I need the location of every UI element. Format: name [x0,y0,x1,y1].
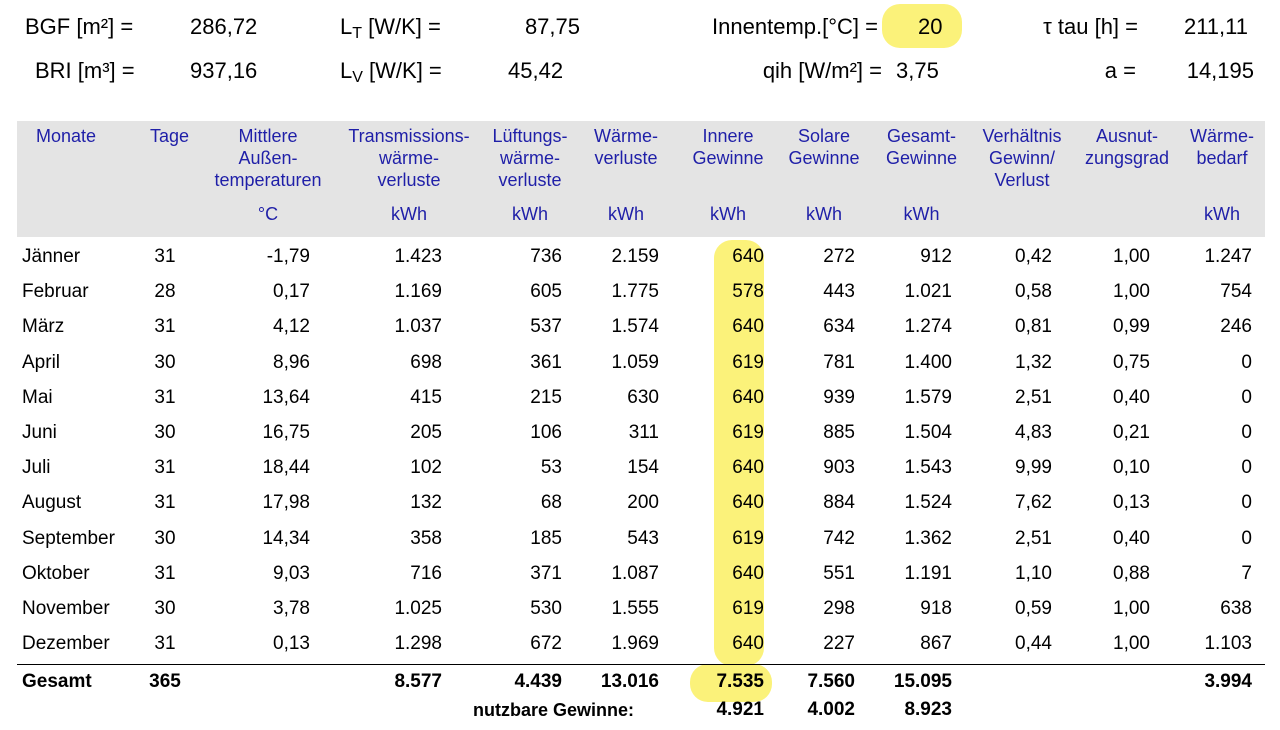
table-cell: 1.574 [611,316,659,338]
table-cell: 1,32 [1015,351,1052,373]
table-cell: 7.560 [807,671,855,692]
table-cell: 1.555 [611,598,659,619]
table-cell: 918 [920,598,952,619]
table-cell: 0,75 [1113,351,1150,373]
table-cell: 7.535 [716,671,764,692]
table-cell: 1,00 [1113,281,1150,303]
column-unit-3: kWh [391,204,427,224]
table-cell: 30 [154,422,176,443]
table-cell: 0 [1241,527,1252,549]
table-cell: 0,88 [1113,562,1150,584]
table-cell: 18,44 [262,457,310,479]
table-cell: 0 [1241,492,1252,514]
param-bgf-label: BGF [m²] = [25,14,134,39]
table-cell: 0,81 [1015,316,1052,338]
column-header-10: Ausnut- zungsgrad [1084,126,1170,168]
table-cell: 1.103 [1204,633,1252,655]
param-a-label: a = [1104,58,1136,83]
table-cell: 1.025 [394,598,442,619]
table-cell: 619 [732,527,764,549]
table-cell: 9,99 [1015,457,1052,479]
table-cell: Oktober [22,562,90,584]
table-cell: 640 [732,492,764,514]
param-lt-label: LT [W/K] = [340,14,441,42]
table-cell: Juni [22,422,57,443]
table-cell: 1.362 [904,527,952,549]
table-cell: 31 [154,316,176,338]
table-cell: 1.021 [904,281,952,303]
table-cell: 4,12 [273,316,310,338]
column-unit-11: kWh [1204,204,1240,224]
table-cell: 246 [1220,316,1252,338]
table-cell: 1.037 [394,316,442,338]
table-cell: 0 [1241,386,1252,408]
table-cell: 1.298 [394,633,442,655]
table-cell: 754 [1220,281,1252,303]
table-cell: Juli [22,457,51,479]
table-cell: 132 [410,492,442,514]
table-cell: 371 [530,562,562,584]
table-cell: 0 [1241,351,1252,373]
table-cell: 1.504 [904,422,952,443]
table-cell: 17,98 [262,492,310,514]
table-cell: 736 [530,246,562,267]
table-cell: 1.775 [611,281,659,303]
table-cell: 634 [823,316,855,338]
table-cell: 227 [823,633,855,655]
table-cell: 106 [530,422,562,443]
table-cell: 4.439 [514,671,562,692]
column-header-9: Verhältnis Gewinn/ Verlust [982,126,1062,190]
table-cell: 415 [410,386,442,408]
table-cell: 1.274 [904,316,952,338]
table-cell: 0 [1241,422,1252,443]
table-cell: 1.543 [904,457,952,479]
table-cell: 0,13 [1113,492,1150,514]
table-cell: 903 [823,457,855,479]
table-cell: 605 [530,281,562,303]
column-header-5: Wärme- verluste [594,126,658,168]
table-cell: 578 [732,281,764,303]
table-cell: 640 [732,316,764,338]
param-bri-value: 937,16 [190,58,258,83]
table-cell: 640 [732,386,764,408]
table-cell: 640 [732,562,764,584]
table-cell: 7 [1241,562,1252,584]
table-cell: 0 [1241,457,1252,479]
table-cell: 884 [823,492,855,514]
table-cell: 781 [823,351,855,373]
param-bri-label: BRI [m³] = [35,58,135,83]
column-unit-6: kWh [710,204,746,224]
column-header-0: Monate [36,126,97,146]
table-cell: 215 [530,386,562,408]
table-cell: 1,00 [1113,598,1150,619]
table-cell: 0,21 [1113,422,1150,443]
table-cell: 2,51 [1015,527,1052,549]
table-cell: 4,83 [1015,422,1052,443]
table-cell: Jänner [22,246,81,267]
table-cell: 1,00 [1113,633,1150,655]
table-cell: 4.002 [807,699,855,720]
table-cell: 358 [410,527,442,549]
table-cell: 1.087 [611,562,659,584]
table-cell: 551 [823,562,855,584]
table-cell: 272 [823,246,855,267]
param-qih-value: 3,75 [896,58,939,83]
column-header-1: Tage [149,126,190,146]
table-cell: 0,58 [1015,281,1052,303]
table-cell: 298 [823,598,855,619]
param-innentemp-value: 20 [918,14,943,39]
table-cell: 2,51 [1015,386,1052,408]
table-cell: 15.095 [893,671,952,692]
table-cell: 1,10 [1015,562,1052,584]
table-cell: 1.059 [611,351,659,373]
table-cell: 9,03 [273,562,310,584]
table-cell: 1.400 [904,351,952,373]
table-cell: 3.994 [1204,671,1252,692]
table-cell: August [22,492,82,514]
table-cell: 619 [732,598,764,619]
table-cell: 31 [154,246,176,267]
table-cell: 530 [530,598,562,619]
table-cell: 28 [154,281,176,303]
table-cell: 640 [732,246,764,267]
column-header-6: Innere Gewinne [692,126,764,168]
table-cell: 630 [627,386,659,408]
table-cell: 365 [149,671,181,692]
column-header-11: Wärme- bedarf [1190,126,1254,168]
table-cell: 4.921 [716,699,764,720]
column-unit-7: kWh [806,204,842,224]
table-cell: 912 [920,246,952,267]
table-cell: 1.169 [394,281,442,303]
table-cell: 311 [628,422,659,443]
table-cell: 742 [823,527,855,549]
param-tau-label: τ tau [h] = [1043,14,1138,39]
table-cell: 1.969 [611,633,659,655]
param-tau-value: 211,11 [1183,14,1248,39]
table-cell: 638 [1220,598,1252,619]
table-cell: 543 [627,527,659,549]
table-cell: 205 [410,422,442,443]
table-cell: 716 [410,562,442,584]
table-cell: 0,13 [273,633,310,655]
table-cell: 0,99 [1113,316,1150,338]
table-cell: 0,40 [1113,386,1150,408]
table-cell: 640 [732,633,764,655]
table-cell: Mai [22,386,53,408]
table-cell: 0,59 [1015,598,1052,619]
param-lv-value: 45,42 [508,58,564,83]
table-cell: 14,34 [262,527,310,549]
table-cell: 443 [823,281,855,303]
table-cell: 13.016 [600,671,659,692]
table-cell: 0,42 [1015,246,1052,267]
param-bgf-value: 286,72 [190,14,258,39]
table-cell: November [22,598,110,619]
table-cell: 1.423 [394,246,442,267]
table-cell: 2.159 [611,246,659,267]
table-cell: Februar [22,281,89,303]
column-unit-5: kWh [608,204,644,224]
table-cell: 672 [530,633,562,655]
column-unit-4: kWh [512,204,548,224]
table-cell: -1,79 [266,246,310,267]
table-cell: März [22,316,65,338]
table-cell: 13,64 [262,386,310,408]
table-cell: 698 [410,351,442,373]
table-cell: 885 [823,422,855,443]
table-cell: 361 [530,351,562,373]
table-cell: 102 [410,457,442,479]
table-cell: 0,17 [273,281,310,303]
table-cell: 3,78 [273,598,310,619]
table-cell: 16,75 [262,422,310,443]
table-cell: 53 [540,457,562,479]
table-cell: 200 [627,492,659,514]
table-cell: 31 [154,457,176,479]
table-cell: 31 [154,386,176,408]
column-header-4: Lüftungs- wärme- verluste [492,126,568,190]
table-cell: 7,62 [1015,492,1052,514]
param-a-value: 14,195 [1186,58,1254,83]
param-lv-label: LV [W/K] = [340,58,442,86]
param-innentemp-label: Innentemp.[°C] = [712,14,878,39]
table-cell: 0,44 [1015,633,1052,655]
table-cell: 30 [154,351,176,373]
table-cell: 31 [154,633,176,655]
table-cell: 154 [627,457,659,479]
table-cell: 30 [154,527,176,549]
table-cell: 30 [154,598,176,619]
table-cell: 8.923 [904,699,952,720]
nutzbare-gewinne-label: nutzbare Gewinne: [472,700,634,720]
param-lt-value: 87,75 [524,14,580,39]
column-header-2: Mittlere Außen- temperaturen [214,126,322,190]
table-cell: 31 [154,492,176,514]
table-cell: Dezember [22,633,110,655]
column-unit-8: kWh [903,204,940,224]
total-divider [17,664,1265,665]
table-cell: 1.247 [1204,246,1252,267]
column-header-8: Gesamt- Gewinne [885,126,958,168]
table-cell: 619 [732,351,764,373]
column-unit-2: °C [257,204,279,224]
table-cell: September [22,527,115,549]
table-cell: 1.524 [904,492,952,514]
table-cell: Gesamt [22,671,92,692]
table-cell: 0,10 [1113,457,1150,479]
table-cell: 1.579 [904,386,952,408]
table-cell: 68 [540,492,562,514]
table-cell: 867 [920,633,952,655]
table-cell: 1,00 [1113,246,1150,267]
table-cell: 8,96 [273,351,310,373]
table-cell: 619 [732,422,764,443]
table-cell: 185 [530,527,562,549]
column-header-3: Transmissions- wärme- verluste [348,126,470,190]
column-header-7: Solare Gewinne [788,126,860,168]
table-cell: 1.191 [904,562,952,584]
table-cell: 939 [823,386,855,408]
table-cell: 31 [154,562,176,584]
table-cell: 640 [732,457,764,479]
table-cell: 0,40 [1113,527,1150,549]
table-cell: 8.577 [394,671,442,692]
table-cell: April [22,351,61,373]
table-cell: 537 [530,316,562,338]
param-qih-label: qih [W/m²] = [762,58,882,83]
